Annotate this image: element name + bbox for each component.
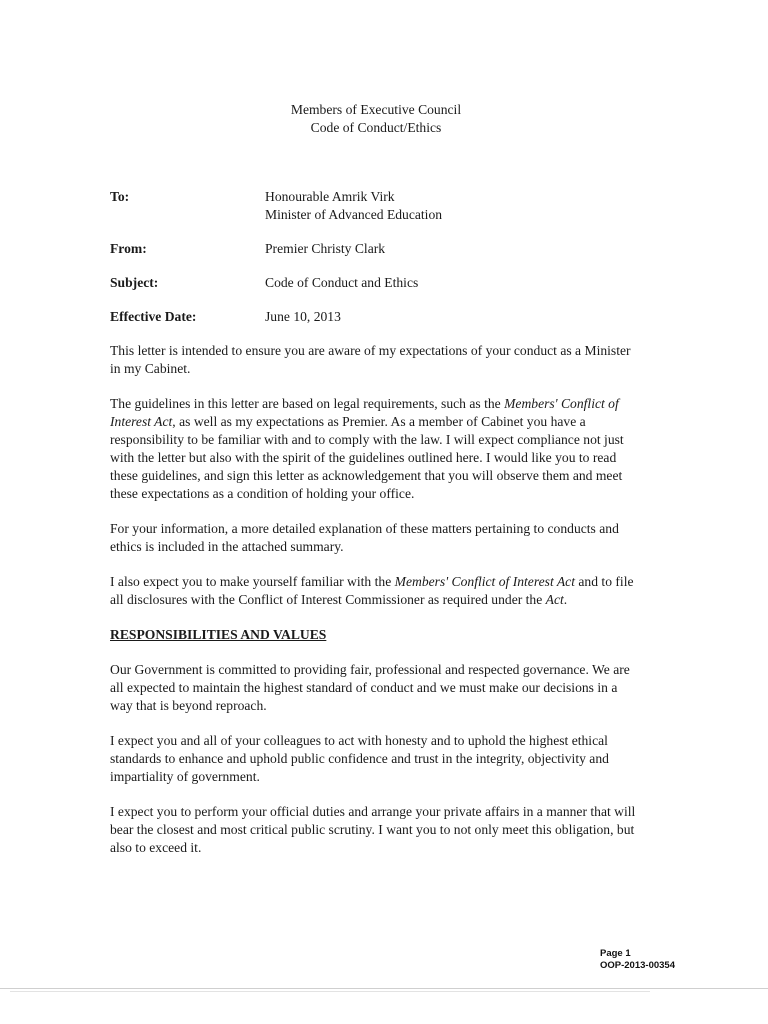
section-paragraph: Our Government is committed to providing fair, professional and respected governance. We are all expected to maintain the highest standard of conduct and we must make our decisions in a way that is beyond reproach. [110,662,630,713]
document-id: OOP-2013-00354 [600,960,675,971]
effective-date-label: Effective Date: [110,309,197,324]
body-paragraph [110,573,640,609]
memo-row-to [110,188,650,224]
effective-date-value: June 10, 2013 [265,309,341,324]
text-run: For your information, a more detailed explanation of these matters pertaining to conducts and ethics is included in the attached summary. [110,521,619,554]
from-value: Premier Christy Clark [265,241,386,256]
body-paragraph [110,342,640,378]
italic-text: Act [545,592,564,607]
text-run: and to file all disclosures with the Conflict of Interest Commissioner as required under the [110,574,634,607]
memo-block [110,188,650,326]
recipient-name: Honourable Amrik Virk [265,189,395,204]
scan-edge-line-faint [10,991,650,992]
body-paragraph [110,395,640,503]
from-label: From: [110,241,147,256]
memo-row-subject [110,274,650,292]
text-run: , as well as my expectations as Premier. As a member of Cabinet you have a responsibility to be familiar with and to comply with the law. I will expect compliance not just with the letter but also with the spirit of the guidelines outlined here. I would like you to read these guidelines, and sign this letter as acknowledgement that you will observe them and meet these expectations as a condition of holding your office. [110,414,624,501]
heading-line-council: Members of Executive Council [290,102,462,117]
recipient-title: Minister of Advanced Education [265,207,443,222]
page-footer [600,948,675,972]
text-run: This letter is intended to ensure you are aware of my expectations of your conduct as a Minister in my Cabinet. [110,343,631,376]
section-paragraph: I expect you to perform your official duties and arrange your private affairs in a manner that will bear the closest and most critical public scrutiny. I want you to not only meet this obligation, but also to exceed it. [110,804,636,855]
memo-row-from [110,240,650,258]
subject-label: Subject: [110,275,159,290]
memo-row-date [110,308,650,326]
italic-text: Members' Conflict of Interest Act [394,574,575,589]
subject-value: Code of Conduct and Ethics [265,275,419,290]
text-run: The guidelines in this letter are based on legal requirements, such as the [110,396,505,411]
document-heading [0,101,752,137]
section-heading: RESPONSIBILITIES AND VALUES [110,627,327,642]
to-value [265,188,650,224]
scan-edge-line [0,988,768,989]
italic-text: Members' Conflict of Interest Act [110,396,619,429]
text-run: I also expect you to make yourself familiar with the [110,574,395,589]
page-number: Page 1 [600,948,631,959]
body-paragraph [110,520,640,556]
to-label: To: [110,189,130,204]
letter-body [110,342,640,874]
section-paragraph: I expect you and all of your colleagues to act with honesty and to uphold the highest ethical standards to enhance and uphold public confidence and trust in the integrity, objectivity and impartiality of government. [110,733,609,784]
text-run: . [563,592,568,607]
heading-line-code: Code of Conduct/Ethics [310,120,442,135]
